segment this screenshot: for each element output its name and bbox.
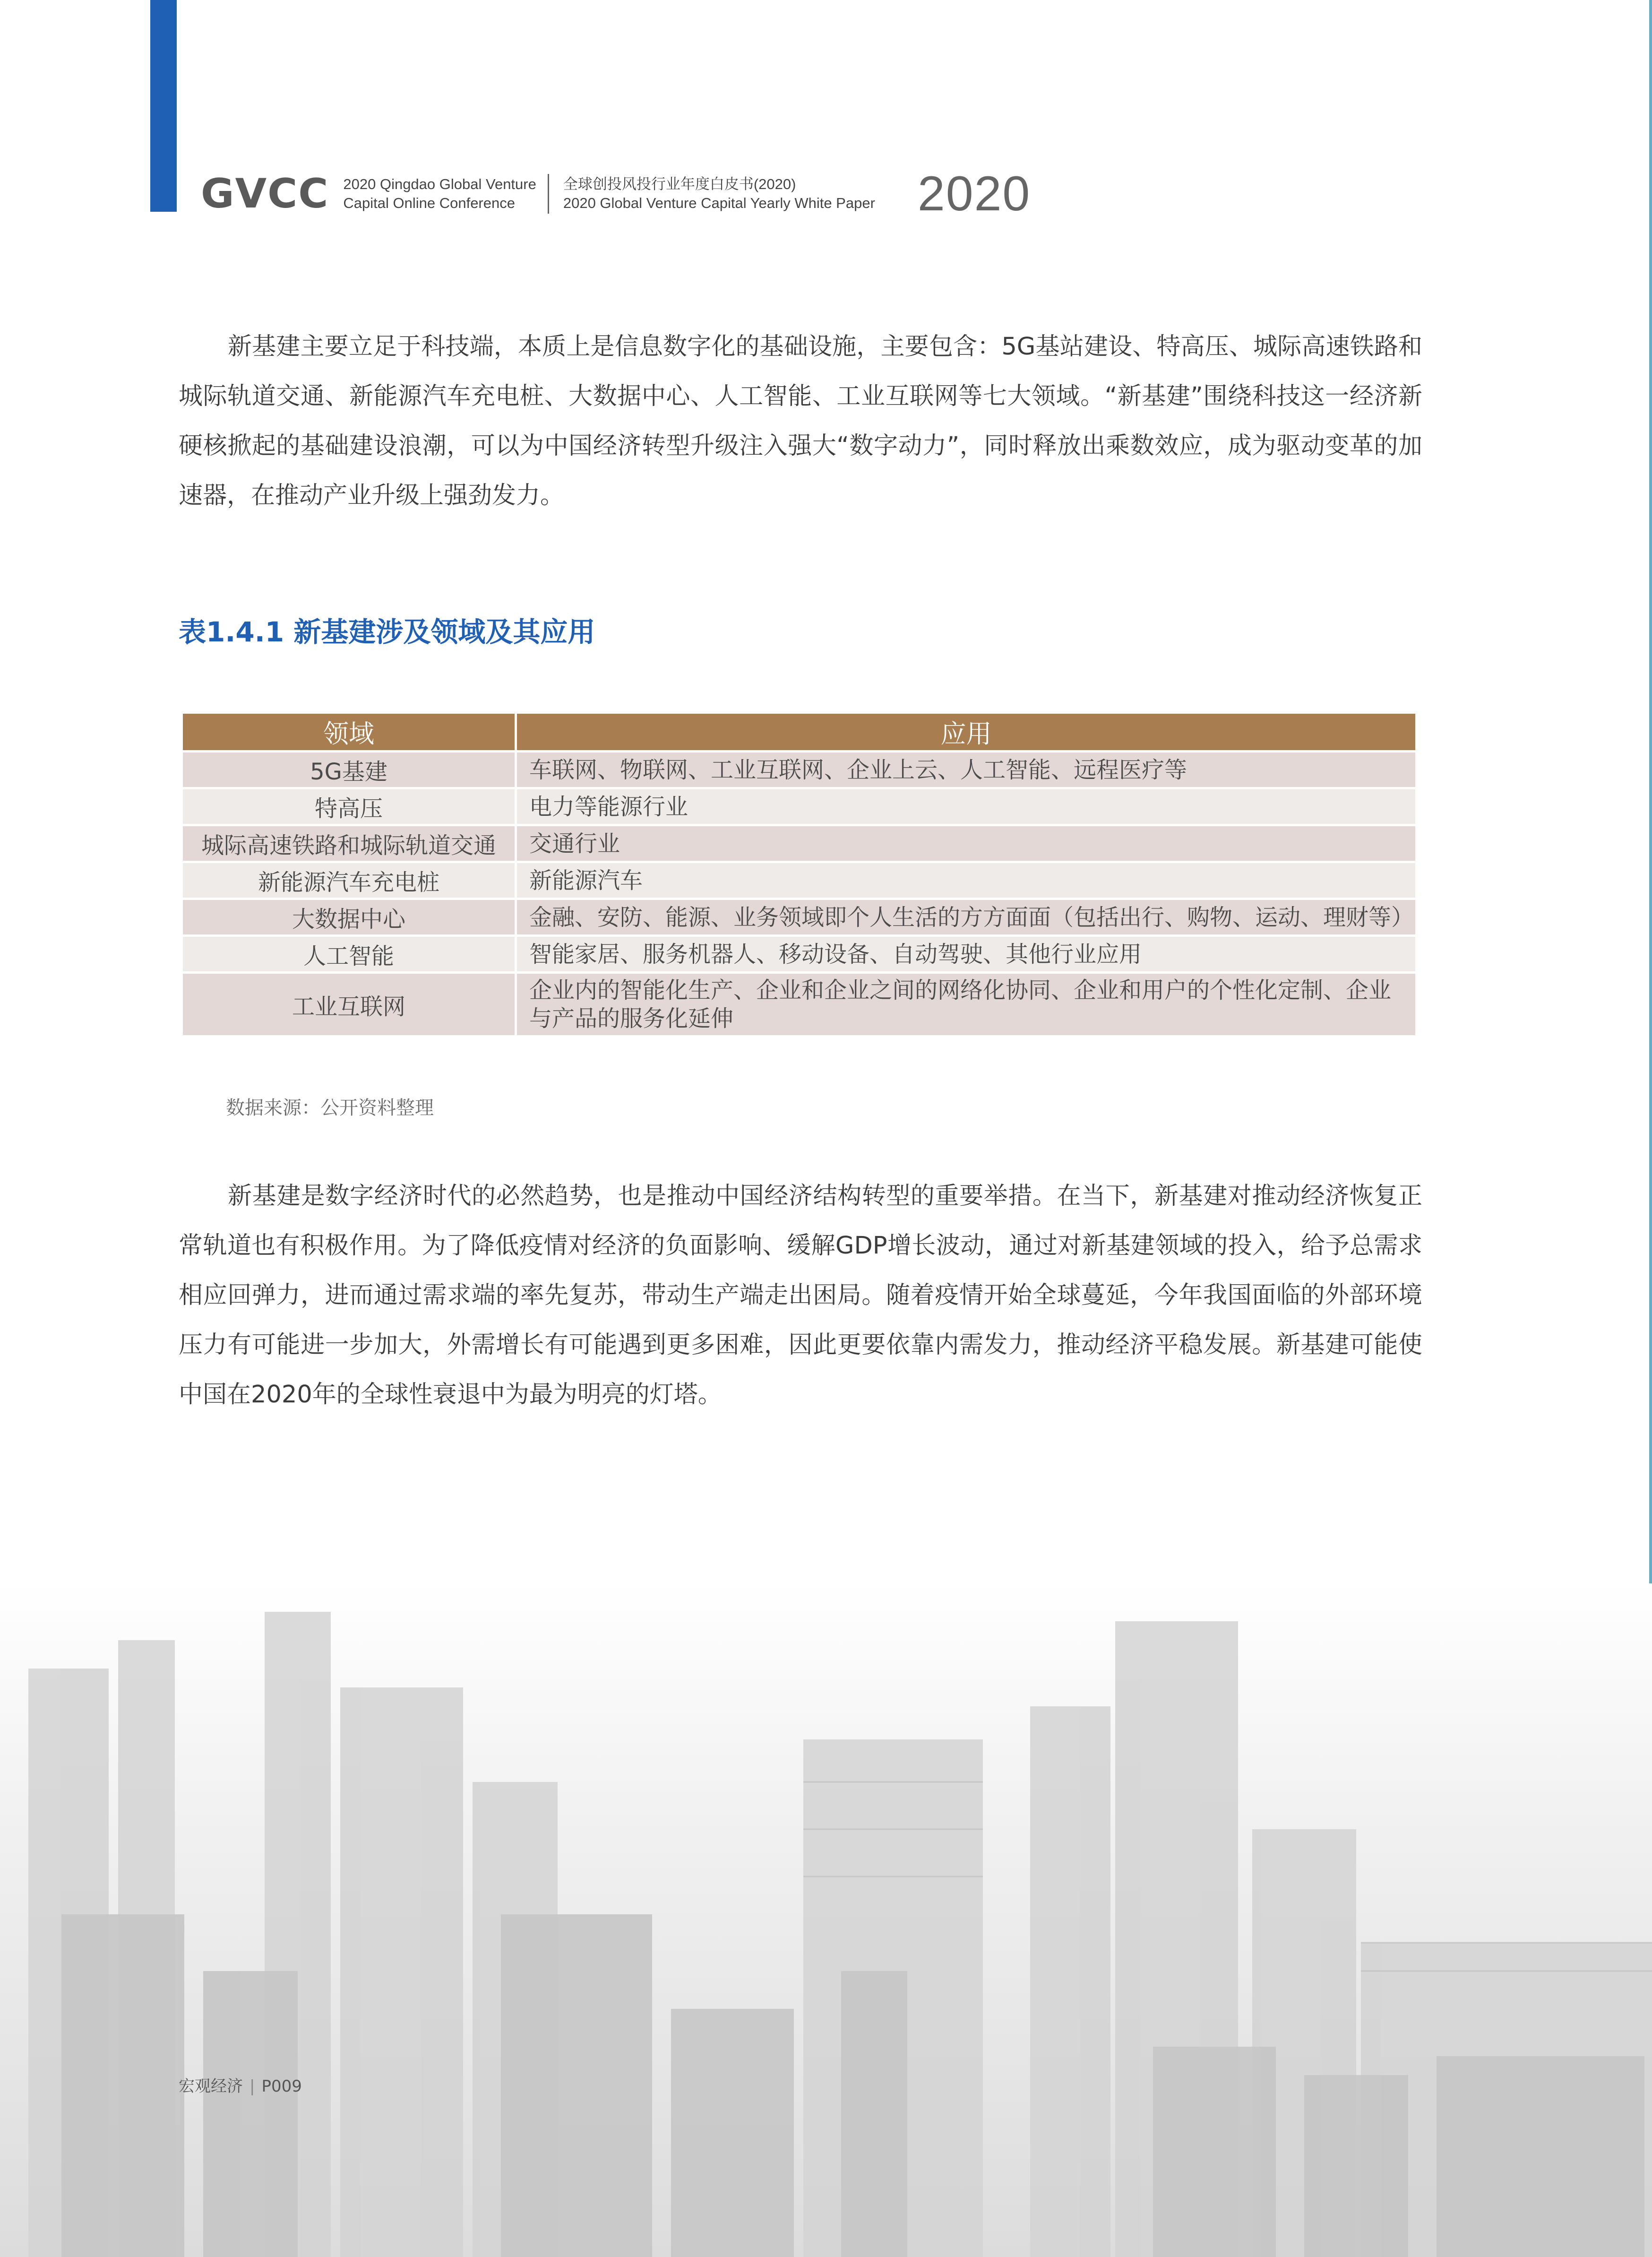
application-cell: 企业内的智能化生产、企业和企业之间的网络化协同、企业和用户的个性化定制、企业与产品的服务化延伸 — [516, 973, 1416, 1037]
header-divider — [548, 174, 549, 214]
field-cell: 大数据中心 — [183, 899, 516, 936]
table-row — [183, 899, 1415, 936]
footer-section: 宏观经济 — [179, 2077, 243, 2096]
whitepaper-name — [563, 175, 875, 213]
table-row — [183, 936, 1415, 973]
table-row — [183, 752, 1415, 788]
application-cell: 交通行业 — [516, 825, 1416, 862]
table-row — [183, 862, 1415, 899]
header-application: 应用 — [516, 714, 1416, 752]
field-cell: 特高压 — [183, 788, 516, 825]
application-cell: 车联网、物联网、工业互联网、企业上云、人工智能、远程医疗等 — [516, 752, 1416, 788]
field-cell: 工业互联网 — [183, 973, 516, 1037]
table-row — [183, 825, 1415, 862]
intro-paragraph: 新基建主要立足于科技端，本质上是信息数字化的基础设施，主要包含：5G基站建设、特高压、城际高速铁路和城际轨道交通、新能源汽车充电桩、大数据中心、人工智能、工业互联网等七大领域。“新基建”围绕科技这一经济新硬核掀起的基础建设浪潮，可以为中国经济转型升级注入强大“数字动力”，同时释放出乘数效应，成为驱动变革的加速器，在推动产业升级上强劲发力。 — [179, 333, 1422, 510]
application-cell: 金融、安防、能源、业务领域即个人生活的方方面面（包括出行、购物、运动、理财等） — [516, 899, 1416, 936]
gvcc-logo: GVCC — [201, 170, 329, 217]
field-cell: 城际高速铁路和城际轨道交通 — [183, 825, 516, 862]
table-row — [183, 973, 1415, 1037]
table-title: 表1.4.1 新基建涉及领域及其应用 — [179, 616, 595, 648]
conference-line1: 2020 Qingdao Global Venture — [343, 176, 536, 192]
whitepaper-cn: 全球创投风投行业年度白皮书(2020) — [563, 176, 796, 192]
page-footer — [179, 2073, 302, 2096]
field-cell: 人工智能 — [183, 936, 516, 973]
conference-line2: Capital Online Conference — [343, 195, 515, 211]
application-cell: 新能源汽车 — [516, 862, 1416, 899]
application-cell: 电力等能源行业 — [516, 788, 1416, 825]
whitepaper-en: 2020 Global Venture Capital Yearly White Paper — [563, 195, 875, 211]
table-header-row — [183, 714, 1415, 752]
header-field: 领域 — [183, 714, 516, 752]
table-row — [183, 788, 1415, 825]
page-header — [201, 168, 1031, 220]
conference-name — [343, 175, 536, 213]
field-cell: 新能源汽车充电桩 — [183, 862, 516, 899]
fields-table — [183, 714, 1415, 1038]
footer-separator: | — [250, 2077, 255, 2096]
data-source-note: 数据来源：公开资料整理 — [226, 1097, 434, 1119]
city-skyline-background — [0, 1583, 1652, 2257]
application-cell: 智能家居、服务机器人、移动设备、自动驾驶、其他行业应用 — [516, 936, 1416, 973]
field-cell: 5G基建 — [183, 752, 516, 788]
page-number: P009 — [261, 2077, 302, 2096]
body-paragraph: 新基建是数字经济时代的必然趋势，也是推动中国经济结构转型的重要举措。在当下，新基建对推动经济恢复正常轨道也有积极作用。为了降低疫情对经济的负面影响、缓解GDP增长波动，通过对新基建领域的投入，给予总需求相应回弹力，进而通过需求端的率先复苏，带动生产端走出困局。随着疫情开始全球蔓延，今年我国面临的外部环境压力有可能进一步加大，外需增长有可能遇到更多困难，因此更要依靠内需发力，推动经济平稳发展。新基建可能使中国在2020年的全球性衰退中为最为明亮的灯塔。 — [179, 1182, 1422, 1409]
accent-bar — [150, 0, 177, 212]
header-year: 2020 — [917, 166, 1031, 221]
